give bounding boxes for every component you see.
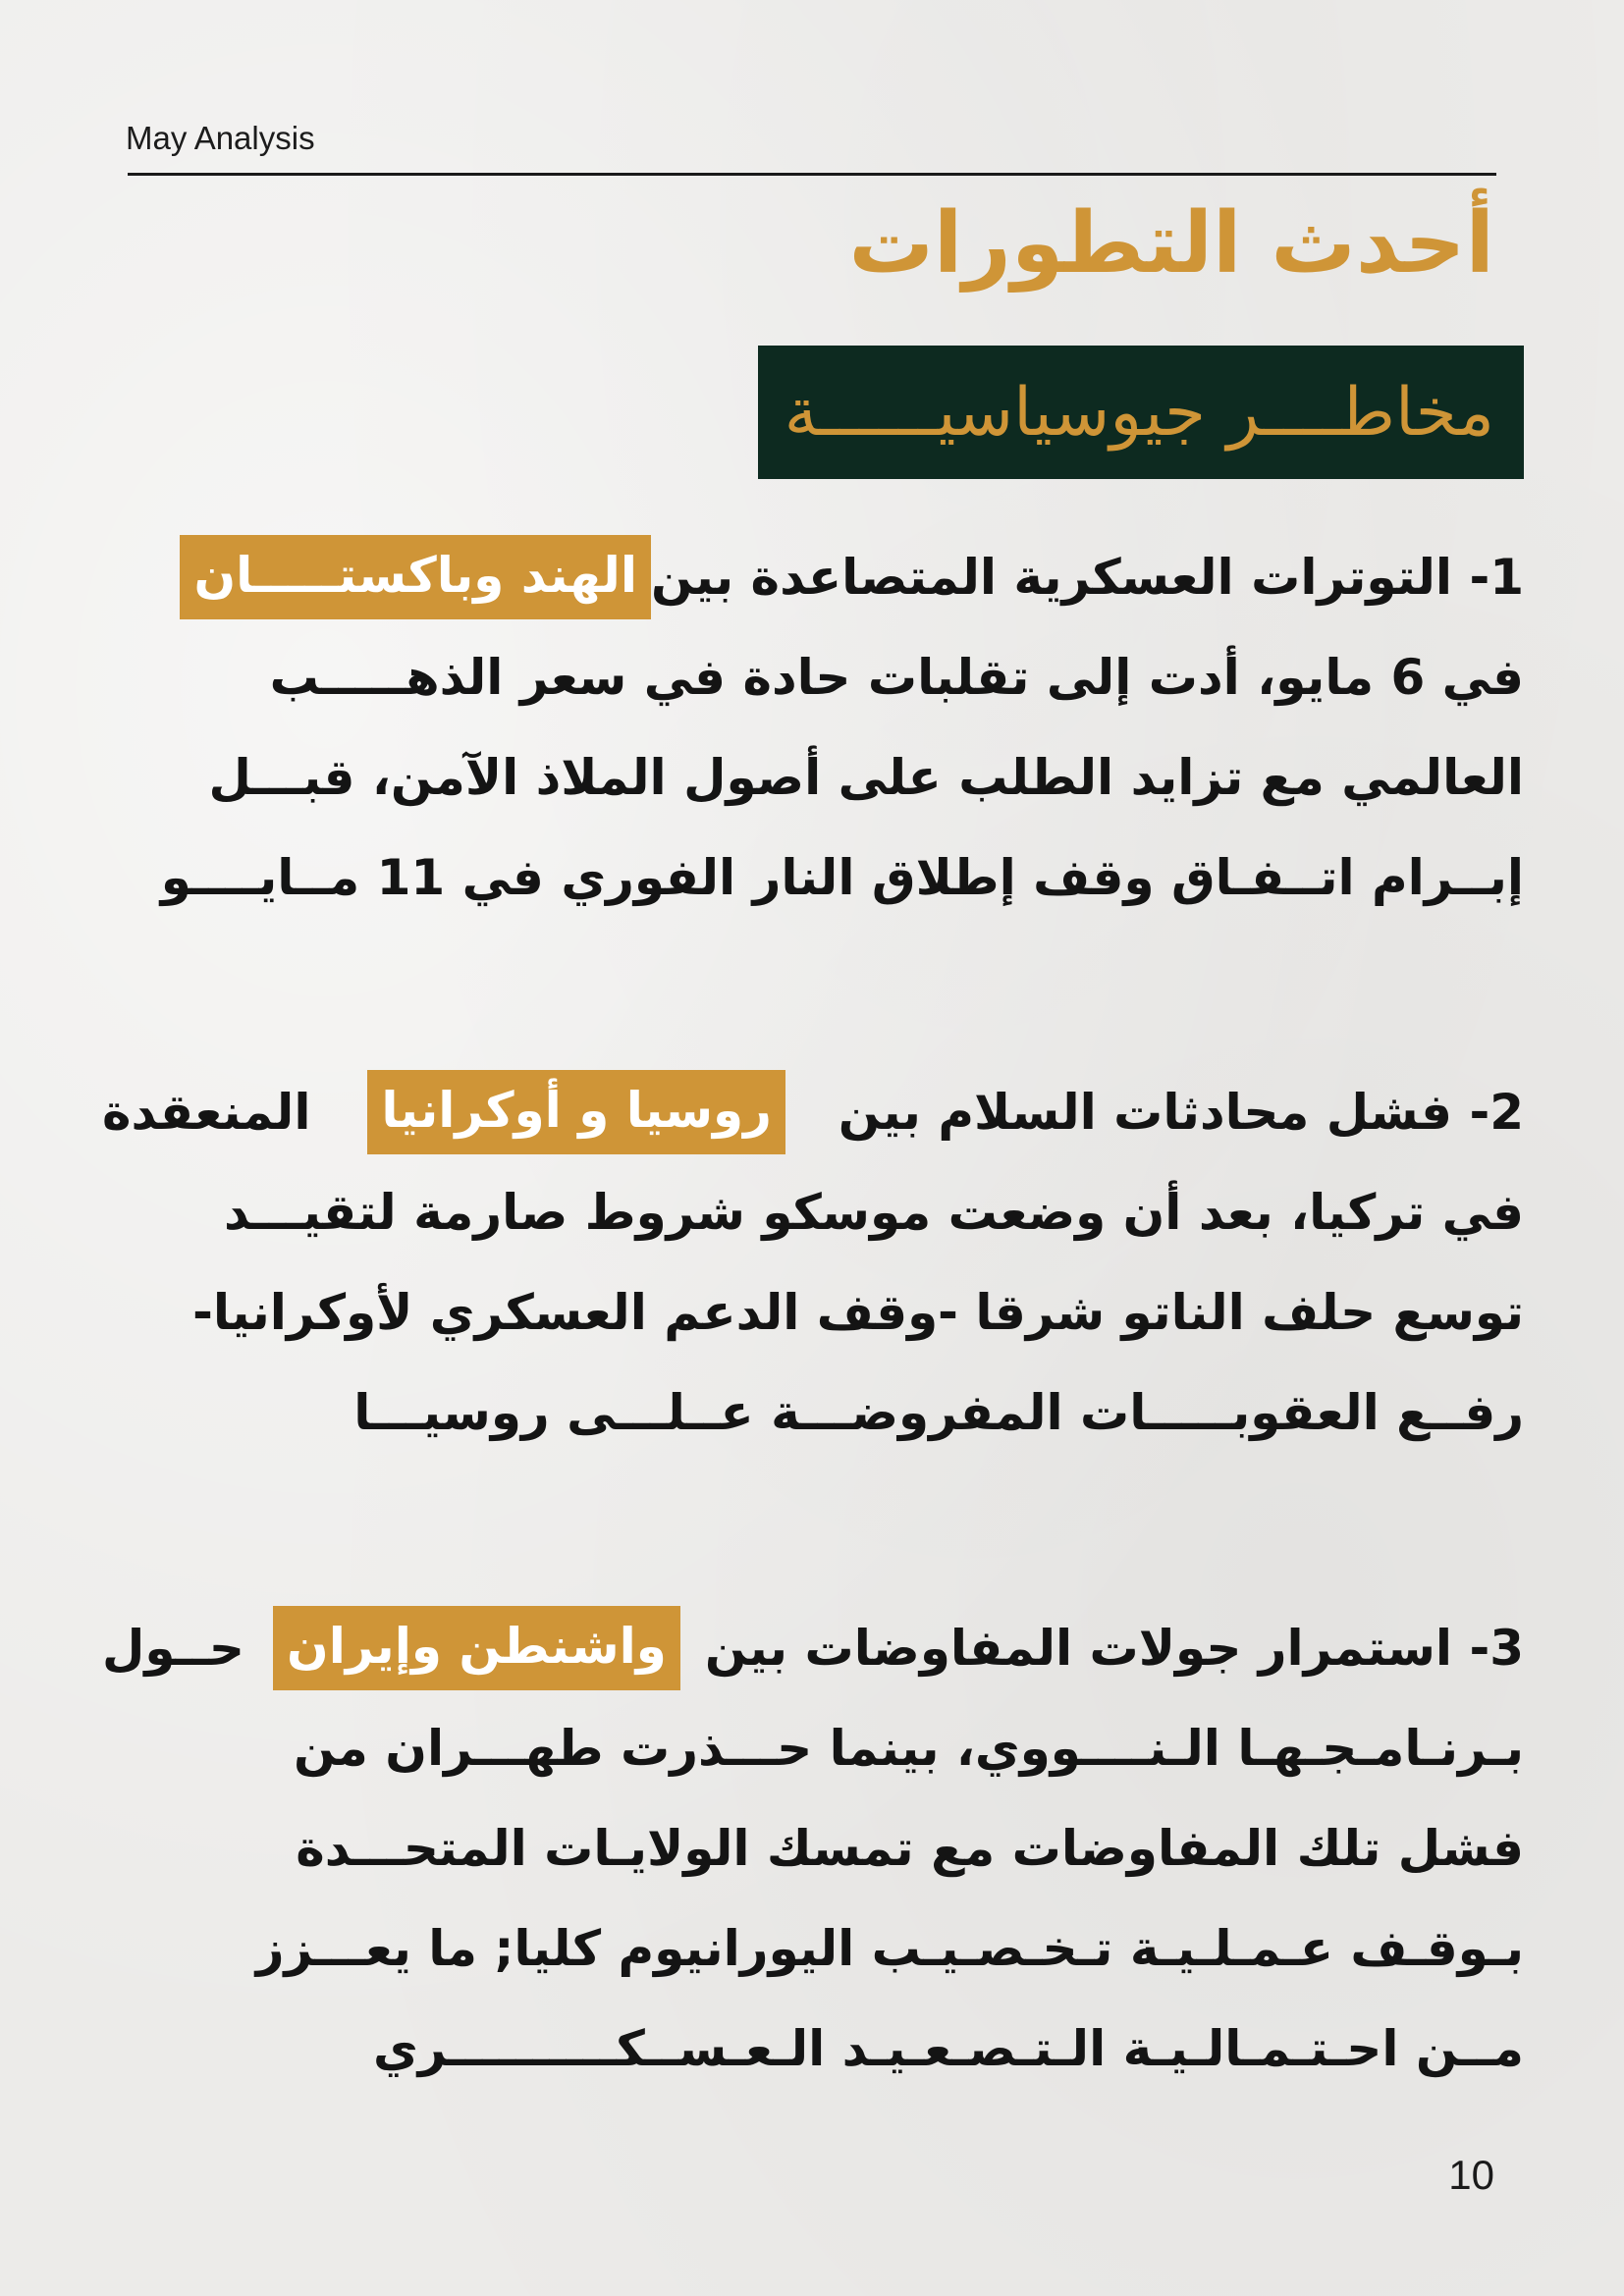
paragraph-line [102, 1362, 1524, 1463]
paragraph-line [102, 1999, 1524, 2099]
line-text: العالمي مع تزايد الطلب على أصول الملاذ الآمن، قبـــل [208, 749, 1524, 806]
paragraph-line [102, 527, 1524, 627]
line-text: مــن احـتـمـالـيـة الـتـصـعـيـد الـعـســكــــــــــري [372, 2020, 1524, 2077]
paragraph-line [102, 1162, 1524, 1262]
page-title: أحدث التطورات [848, 194, 1494, 293]
paragraph-line [102, 727, 1524, 828]
line-text: بـرنـامـجـهـا الـنــــووي، بينما حـــذرت طهـــران من [293, 1720, 1524, 1777]
line-text: في تركيا، بعد أن وضعت موسكو شروط صارمة لتقيـــد [223, 1184, 1524, 1241]
paragraph-line [102, 828, 1524, 928]
line-text: رفــع العقوبـــــات المفروضـــة عــلـــى روسيـــا [353, 1384, 1524, 1441]
header-label: May Analysis [126, 120, 315, 156]
paragraph-line [102, 1698, 1524, 1798]
line-text: بـوقـف عـمـلـيـة تـخـصـيـب اليورانيوم كليا; ما يعـــزز [255, 1920, 1524, 1977]
paragraph-line [102, 1262, 1524, 1362]
highlight-tag: واشنطن وإيران [273, 1606, 680, 1690]
paragraph-line [102, 1598, 1524, 1698]
paragraph-line [102, 627, 1524, 727]
paragraph-line [102, 1798, 1524, 1898]
paragraph-3 [102, 1598, 1524, 2099]
line-text: 3- استمرار جولات المفاوضات بين [704, 1620, 1524, 1677]
line-text: المنعقدة [102, 1084, 311, 1141]
line-text: فشل تلك المفاوضات مع تمسك الولايـات المتحـــدة [296, 1820, 1524, 1877]
line-text: في 6 مايو، أدت إلى تقلبات حادة في سعر الذهـــــب [269, 649, 1524, 706]
section-label: مخاطــــر جيوسياسيــــــة [784, 373, 1494, 452]
line-text: إبــرام اتــفـاق وقف إطلاق النار الفوري في 11 مــايــــو [160, 849, 1524, 906]
page-number: 10 [1448, 2152, 1494, 2198]
line-text: حــول [102, 1620, 244, 1677]
paragraph-1 [102, 527, 1524, 928]
paragraph-line [102, 1898, 1524, 1999]
highlight-tag: روسيا و أوكرانيا [367, 1070, 785, 1154]
paragraph-2 [102, 1062, 1524, 1463]
line-text: 1- التوترات العسكرية المتصاعدة بين [650, 549, 1524, 606]
paragraph-line [102, 1062, 1524, 1162]
highlight-tag: الهند وباكستـــــان [180, 535, 651, 619]
header-rule [128, 173, 1496, 176]
section-banner [758, 346, 1524, 479]
line-text: 2- فشل محادثات السلام بين [838, 1084, 1524, 1141]
line-text: توسع حلف الناتو شرقا -وقف الدعم العسكري لأوكرانيا- [192, 1284, 1524, 1341]
